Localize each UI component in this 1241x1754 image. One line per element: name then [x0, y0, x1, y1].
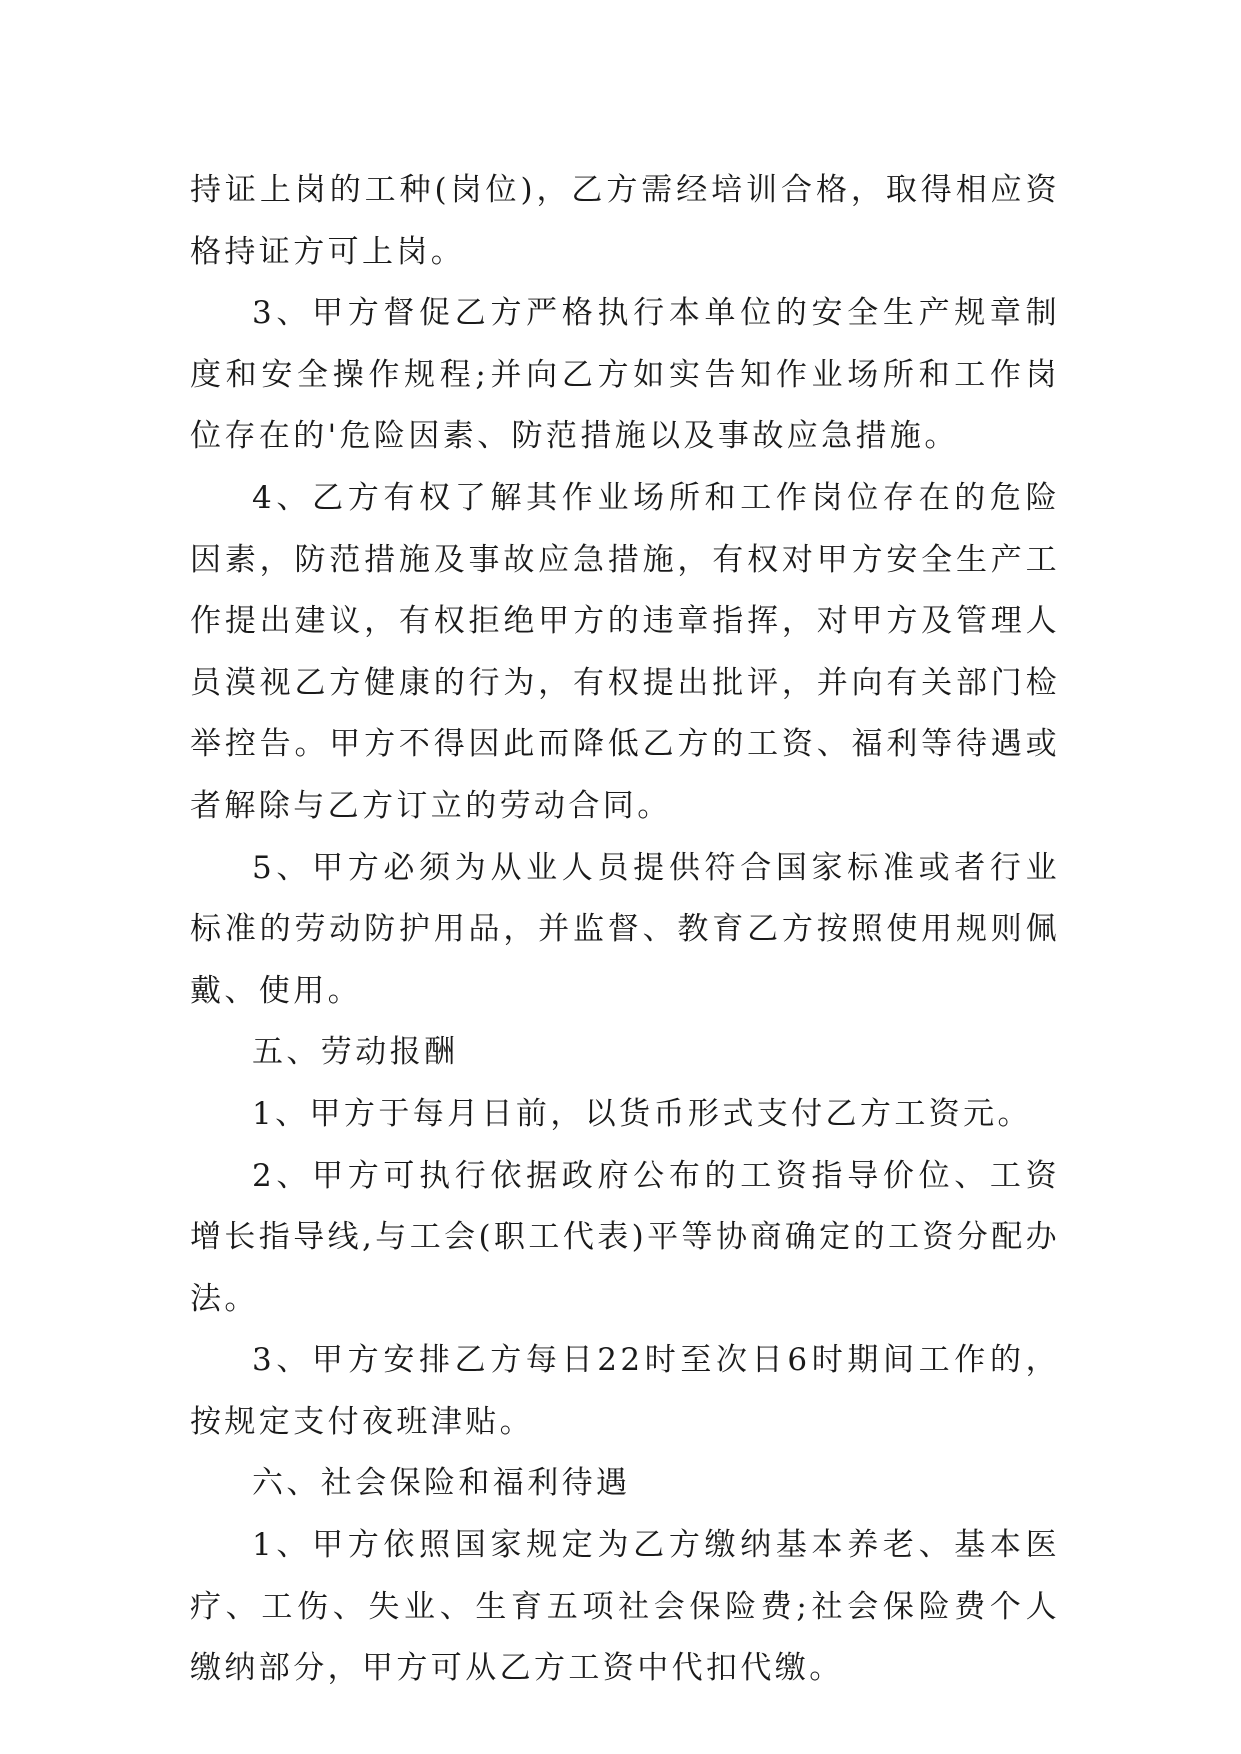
- paragraph-insurance-1: 1、甲方依照国家规定为乙方缴纳基本养老、基本医疗、工伤、失业、生育五项社会保险费;社会保险费个人缴纳部分，甲方可从乙方工资中代扣代缴。: [190, 1527, 1060, 1687]
- section-heading-insurance: 六、社会保险和福利待遇: [252, 1465, 631, 1502]
- paragraph-continuation: 持证上岗的工种(岗位)，乙方需经培训合格，取得相应资格持证方可上岗。: [190, 172, 1060, 270]
- paragraph-pay-1: 1、甲方于每月日前，以货币形式支付乙方工资元。: [252, 1095, 1032, 1132]
- paragraph-clause-3: 3、甲方督促乙方严格执行本单位的安全生产规章制度和安全操作规程;并向乙方如实告知作业场所和工作岗位存在的'危险因素、防范措施以及事故应急措施。: [190, 295, 1060, 455]
- paragraph-pay-3: 3、甲方安排乙方每日22时至次日6时期间工作的，按规定支付夜班津贴。: [190, 1342, 1060, 1440]
- paragraph-clause-5: 5、甲方必须为从业人员提供符合国家标准或者行业标准的劳动防护用品，并监督、教育乙方按照使用规则佩戴、使用。: [190, 849, 1060, 1009]
- paragraph-pay-2: 2、甲方可执行依据政府公布的工资指导价位、工资增长指导线,与工会(职工代表)平等协商确定的工资分配办法。: [190, 1157, 1060, 1317]
- document-page: [190, 160, 1060, 1700]
- paragraph-clause-4: 4、乙方有权了解其作业场所和工作岗位存在的危险因素，防范措施及事故应急措施，有权对甲方安全生产工作提出建议，有权拒绝甲方的违章指挥，对甲方及管理人员漠视乙方健康的行为，有权提出批评，并向有关部门检举控告。甲方不得因此而降低乙方的工资、福利等待遇或者解除与乙方订立的劳动合同。: [190, 479, 1060, 824]
- section-heading-remuneration: 五、劳动报酬: [252, 1034, 459, 1071]
